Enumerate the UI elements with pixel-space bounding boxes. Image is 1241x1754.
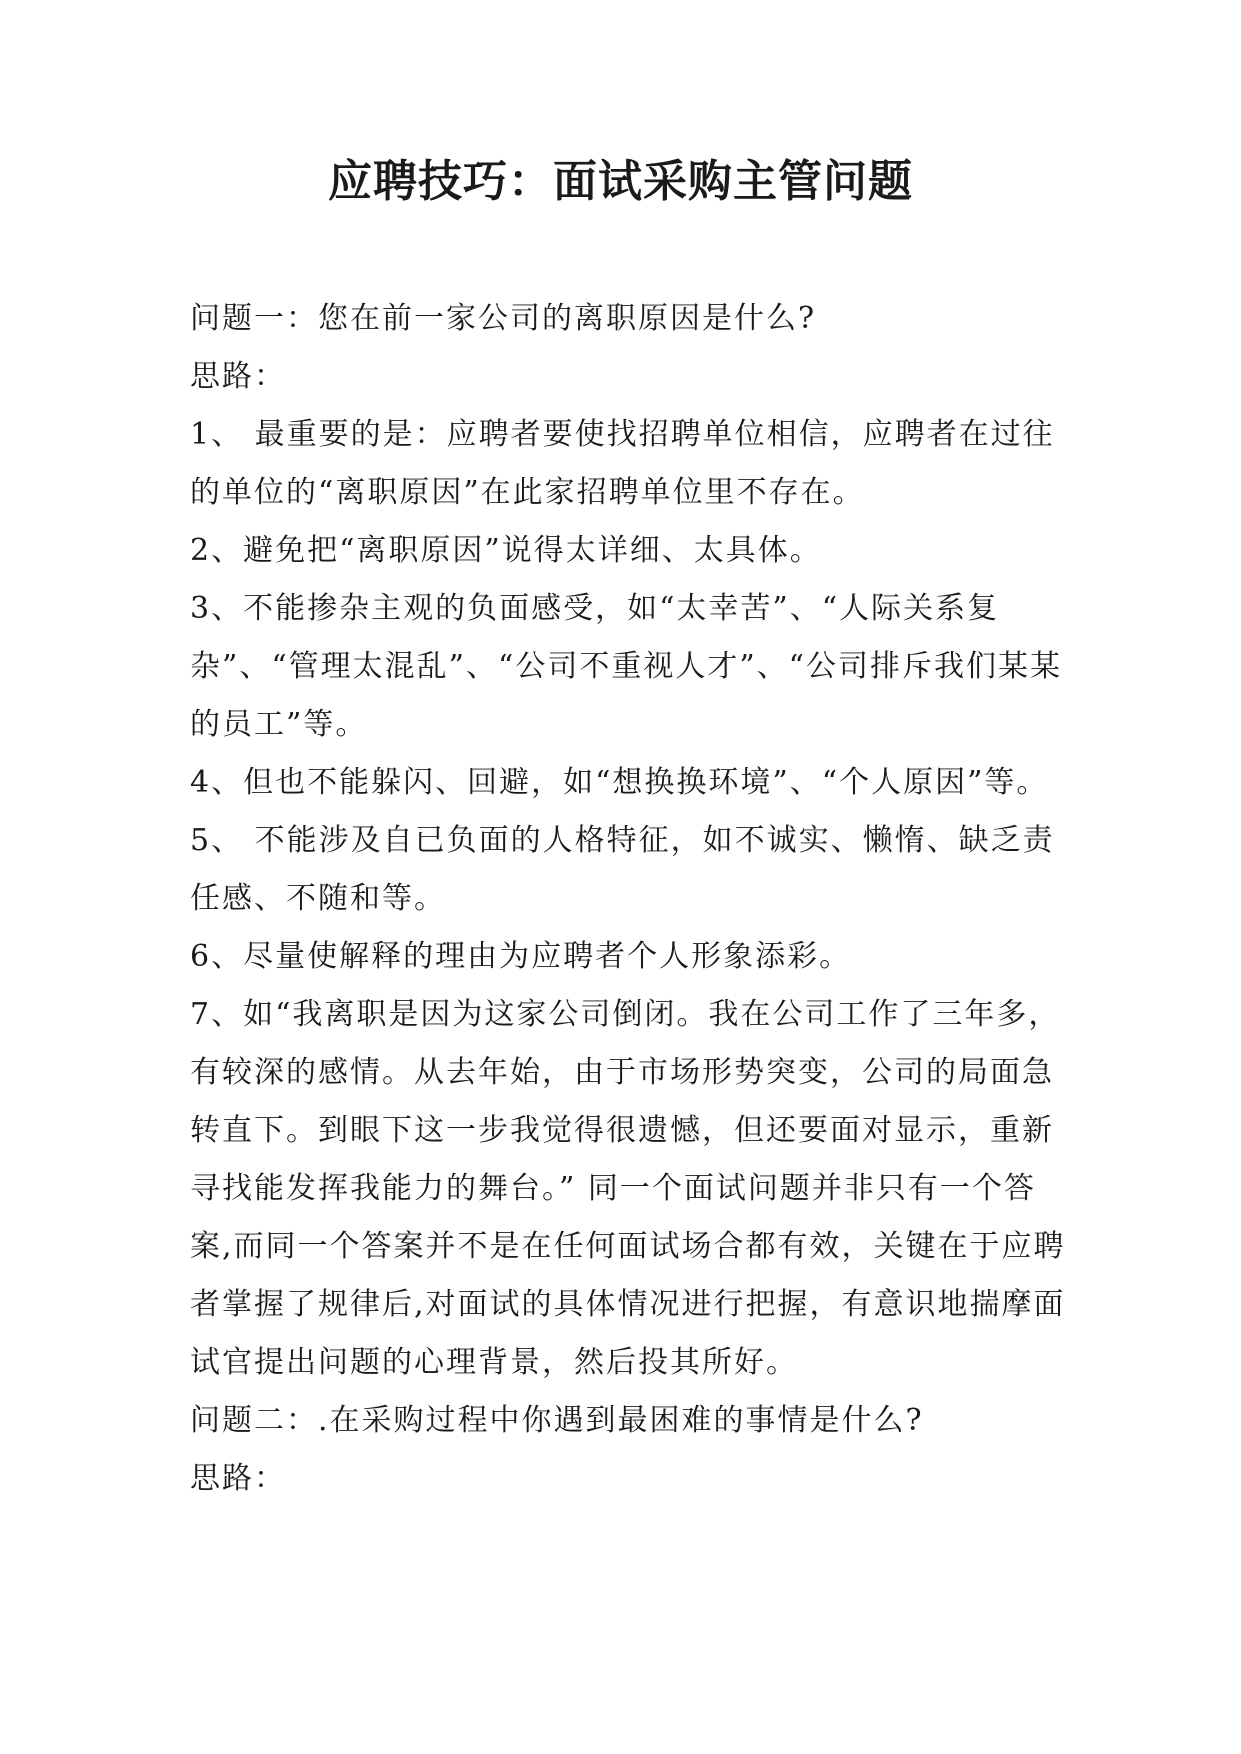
point-7: 7、如“我离职是因为这家公司倒闭。我在公司工作了三年多，有较深的感情。从去年始，由于市场形势突变，公司的局面急转直下。到眼下这一步我觉得很遗憾，但还要面对显示，重新寻找能发挥我能力的舞台。” 同一个面试问题并非只有一个答案,而同一个答案并不是在任何面试场合都有效，关键在于应聘者掌握了规律后,对面试的具体情况进行把握，有意识地揣摩面试官提出问题的心理背景，然后投其所好。: [190, 997, 1066, 1380]
point-4: 4、但也不能躲闪、回避，如“想换换环境”、“个人原因”等。: [190, 765, 1049, 800]
point-2: 2、避免把“离职原因”说得太详细、太具体。: [190, 533, 822, 568]
document-title: 应聘技巧：面试采购主管问题: [328, 156, 913, 207]
document-body: [190, 290, 1070, 1508]
point-5: 5、 不能涉及自已负面的人格特征，如不诚实、懒惰、缺乏责任感、不随和等。: [190, 823, 1055, 916]
question-2: 问题二：.在采购过程中你遇到最困难的事情是什么?: [190, 1403, 924, 1438]
approach-label-2: 思路：: [190, 1461, 286, 1496]
approach-label-1: 思路：: [190, 359, 286, 394]
question-1: 问题一：您在前一家公司的离职原因是什么?: [190, 301, 817, 336]
point-6: 6、尽量使解释的理由为应聘者个人形象添彩。: [190, 939, 852, 974]
point-1: 1、 最重要的是：应聘者要使找招聘单位相信，应聘者在过往的单位的“离职原因”在此家招聘单位里不存在。: [190, 417, 1055, 510]
point-3: 3、不能掺杂主观的负面感受，如“太幸苦”、“人际关系复杂”、“管理太混乱”、“公司不重视人才”、“公司排斥我们某某的员工”等。: [190, 591, 1063, 742]
